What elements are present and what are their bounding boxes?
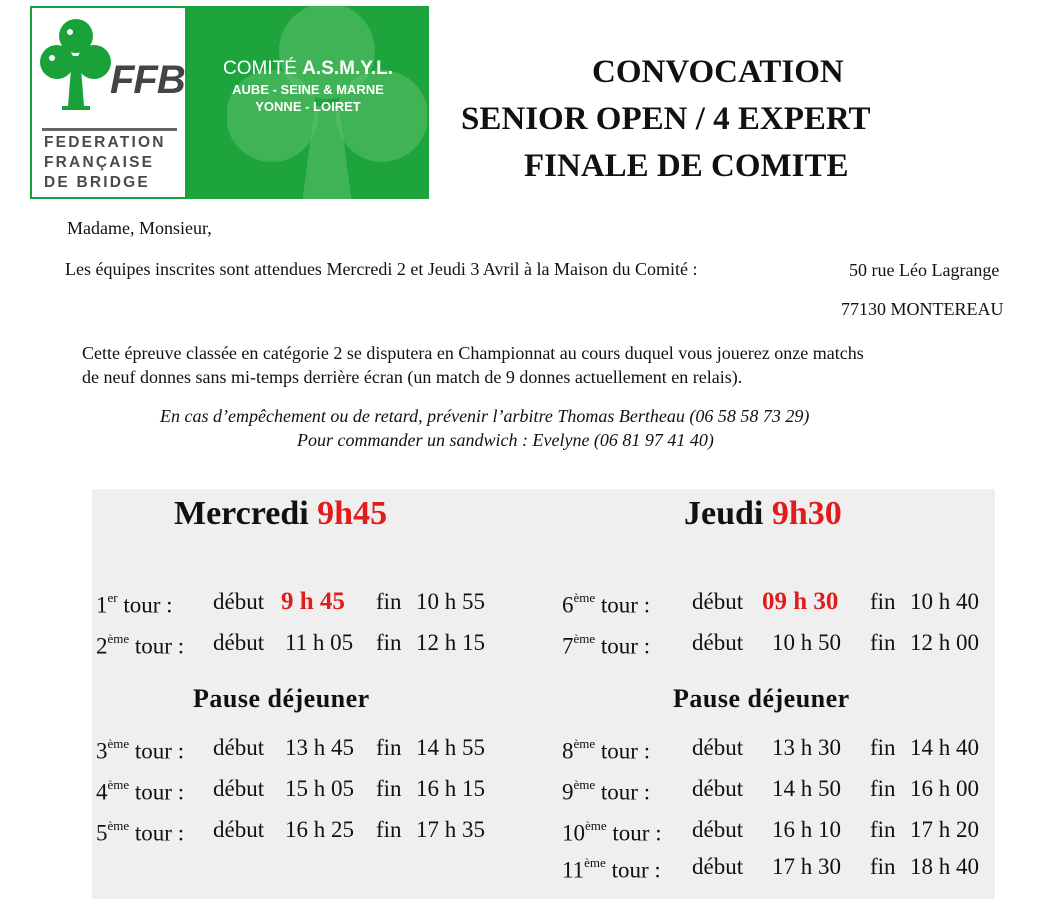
thursday-round-end-label: fin bbox=[870, 589, 896, 614]
wednesday-round-end-label: fin bbox=[376, 817, 402, 842]
thursday-round-start-label: début bbox=[692, 630, 744, 655]
thursday-round-end-label: fin bbox=[870, 735, 896, 760]
comite-asmyl-logo bbox=[187, 6, 429, 199]
wednesday-round-label: 5ème tour : bbox=[96, 818, 185, 846]
wednesday-round-start-label: début bbox=[213, 630, 265, 655]
thursday-round-start-label: début bbox=[692, 817, 744, 842]
thursday-round-start-label: début bbox=[692, 735, 744, 760]
thursday-round-end-time: 12 h 00 bbox=[910, 630, 979, 655]
thursday-round-start-label: début bbox=[692, 854, 744, 879]
comite-departments-2: YONNE - LOIRET bbox=[255, 99, 361, 114]
wednesday-round-end-label: fin bbox=[376, 735, 402, 760]
wednesday-round-start-time: 16 h 25 bbox=[285, 817, 354, 842]
thursday-round-start-time: 17 h 30 bbox=[772, 854, 841, 879]
thursday-round-start-label: début bbox=[692, 589, 744, 614]
wednesday-round-label: 1er tour : bbox=[96, 590, 173, 618]
thursday-round-label: 6ème tour : bbox=[562, 590, 651, 618]
contact-sandwich: Pour commander un sandwich : Evelyne (06 81 97 41 40) bbox=[297, 430, 714, 450]
ffb-line-3: DE BRIDGE bbox=[44, 174, 150, 191]
address-street: 50 rue Léo Lagrange bbox=[849, 260, 1000, 280]
wednesday-round-end-label: fin bbox=[376, 776, 402, 801]
thursday-round-label: 9ème tour : bbox=[562, 777, 651, 805]
thursday-round-start-time: 10 h 50 bbox=[772, 630, 841, 655]
thursday-round-label: 10ème tour : bbox=[562, 818, 662, 846]
ffb-line-1: FEDERATION bbox=[44, 134, 166, 151]
intro-text: Les équipes inscrites sont attendues Mercredi 2 et Jeudi 3 Avril à la Maison du Comité : bbox=[65, 259, 698, 279]
wednesday-round-end-label: fin bbox=[376, 589, 402, 614]
thursday-round-end-time: 18 h 40 bbox=[910, 854, 979, 879]
thursday-round-start-time: 16 h 10 bbox=[772, 817, 841, 842]
ffb-line-2: FRANÇAISE bbox=[44, 154, 155, 171]
wednesday-round-end-time: 10 h 55 bbox=[416, 589, 485, 614]
wednesday-round-start-time: 13 h 45 bbox=[285, 735, 354, 760]
wednesday-round-label: 2ème tour : bbox=[96, 631, 185, 659]
wednesday-round-end-time: 12 h 15 bbox=[416, 630, 485, 655]
description-line-2: de neuf donnes sans mi-temps derrière écran (un match de 9 donnes actuellement en relais). bbox=[82, 367, 743, 387]
thursday-round-label: 7ème tour : bbox=[562, 631, 651, 659]
wednesday-header: Mercredi 9h45 bbox=[174, 495, 388, 532]
comite-departments-1: AUBE - SEINE & MARNE bbox=[232, 82, 384, 97]
wednesday-round-start-time: 15 h 05 bbox=[285, 776, 354, 801]
title-finale: FINALE DE COMITE bbox=[524, 148, 849, 184]
thursday-round-end-time: 14 h 40 bbox=[910, 735, 979, 760]
wednesday-round-start-time: 9 h 45 bbox=[281, 588, 345, 615]
ffb-divider bbox=[42, 128, 177, 131]
thursday-header: Jeudi 9h30 bbox=[684, 495, 842, 532]
wednesday-round-label: 4ème tour : bbox=[96, 777, 185, 805]
wednesday-round-label: 3ème tour : bbox=[96, 736, 185, 764]
wednesday-round-end-time: 17 h 35 bbox=[416, 817, 485, 842]
wednesday-round-start-time: 11 h 05 bbox=[285, 630, 354, 655]
description-line-1: Cette épreuve classée en catégorie 2 se disputera en Championnat au cours duquel vous jouerez onze matchs bbox=[82, 343, 864, 363]
contact-arbitre: En cas d’empêchement ou de retard, prévenir l’arbitre Thomas Bertheau (06 58 58 73 29) bbox=[160, 406, 810, 426]
wednesday-round-start-label: début bbox=[213, 776, 265, 801]
thursday-round-end-label: fin bbox=[870, 817, 896, 842]
wednesday-lunch-break: Pause déjeuner bbox=[193, 684, 370, 713]
thursday-round-end-label: fin bbox=[870, 630, 896, 655]
ffb-letters: FFB bbox=[110, 58, 185, 102]
thursday-round-start-time: 09 h 30 bbox=[762, 588, 839, 615]
thursday-round-end-label: fin bbox=[870, 776, 896, 801]
wednesday-round-end-time: 16 h 15 bbox=[416, 776, 485, 801]
wednesday-round-end-label: fin bbox=[376, 630, 402, 655]
wednesday-round-start-label: début bbox=[213, 817, 265, 842]
wednesday-round-end-time: 14 h 55 bbox=[416, 735, 485, 760]
thursday-round-label: 11ème tour : bbox=[562, 855, 661, 883]
title-competition: SENIOR OPEN / 4 EXPERT bbox=[461, 101, 871, 137]
thursday-round-start-time: 14 h 50 bbox=[772, 776, 841, 801]
ffb-logo bbox=[30, 6, 187, 199]
thursday-round-end-time: 10 h 40 bbox=[910, 589, 979, 614]
salutation: Madame, Monsieur, bbox=[67, 218, 212, 238]
comite-title: COMITÉ A.S.M.Y.L. bbox=[223, 58, 393, 79]
title-convocation: CONVOCATION bbox=[592, 54, 844, 90]
thursday-lunch-break: Pause déjeuner bbox=[673, 684, 850, 713]
thursday-round-start-time: 13 h 30 bbox=[772, 735, 841, 760]
clover-tree-icon bbox=[40, 14, 112, 114]
thursday-round-end-time: 16 h 00 bbox=[910, 776, 979, 801]
wednesday-round-start-label: début bbox=[213, 589, 265, 614]
thursday-round-label: 8ème tour : bbox=[562, 736, 651, 764]
thursday-round-end-time: 17 h 20 bbox=[910, 817, 979, 842]
wednesday-round-start-label: début bbox=[213, 735, 265, 760]
thursday-round-end-label: fin bbox=[870, 854, 896, 879]
address-city: 77130 MONTEREAU bbox=[841, 299, 1004, 319]
thursday-round-start-label: début bbox=[692, 776, 744, 801]
